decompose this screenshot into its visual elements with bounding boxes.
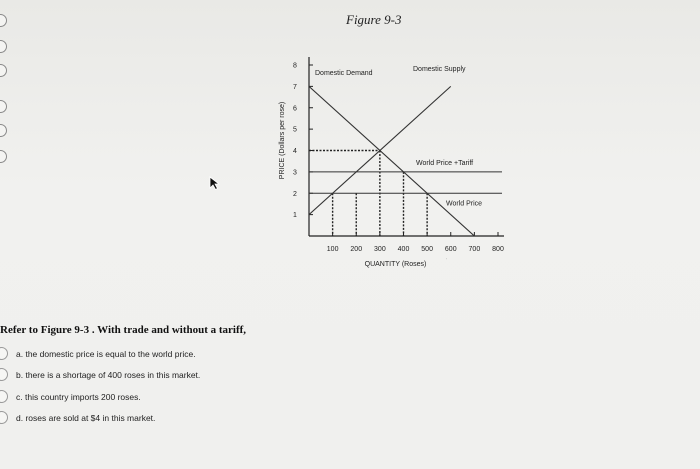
y-tick-label: 3 [293, 169, 297, 177]
figure-title: Figure 9-3 [346, 12, 402, 27]
x-tick-label: 100 [326, 246, 339, 253]
y-tick-label: 6 [293, 105, 297, 113]
option-c[interactable] [0, 389, 141, 405]
previous-question-rail [0, 0, 12, 180]
tariff-price-label: World Price +Tariff [416, 159, 474, 167]
rail-radio-icon[interactable] [0, 14, 7, 27]
option-letter: c. [16, 392, 23, 402]
option-label: this country imports 200 roses. [25, 392, 141, 402]
mouse-cursor-icon [209, 176, 221, 190]
supply-demand-chart [270, 40, 530, 280]
y-tick-label: 1 [293, 212, 297, 220]
option-a[interactable] [0, 346, 196, 362]
y-axis-title: PRICE (Dollars per rose) [279, 101, 286, 180]
option-b[interactable] [0, 367, 200, 383]
option-letter: d. [16, 413, 24, 423]
demand-label: Domestic Demand [315, 70, 373, 77]
question-text [0, 324, 246, 336]
option-letter: b. [16, 370, 24, 380]
x-tick-label: 700 [468, 246, 481, 253]
rail-radio-icon[interactable] [0, 40, 7, 53]
question-suffix: . With trade and without a tariff, [89, 324, 247, 336]
radio-icon[interactable] [0, 368, 8, 381]
y-tick-label: 7 [293, 83, 297, 91]
y-tick-label: 2 [293, 190, 297, 198]
radio-icon[interactable] [0, 411, 8, 424]
supply-label: Domestic Supply [413, 66, 466, 73]
world-price-label: World Price [446, 200, 483, 208]
x-tick-label: 600 [444, 246, 457, 253]
rail-radio-icon[interactable] [0, 100, 7, 113]
option-label: there is a shortage of 400 roses in this market. [25, 370, 201, 380]
radio-icon[interactable] [0, 347, 8, 360]
x-tick-label: 200 [350, 246, 363, 253]
y-tick-label: 5 [293, 126, 297, 134]
option-label: roses are sold at $4 in this market. [25, 413, 156, 423]
x-axis-title: QUANTITY (Roses) [364, 261, 427, 268]
stray-mark: ˙ [445, 259, 448, 266]
y-tick-label: 4 [293, 148, 297, 155]
rail-radio-icon[interactable] [0, 64, 7, 77]
x-tick-label: 500 [421, 246, 433, 253]
rail-radio-icon[interactable] [0, 124, 7, 137]
x-tick-label: 800 [492, 246, 504, 253]
x-tick-label: 400 [397, 246, 410, 253]
radio-icon[interactable] [0, 390, 8, 403]
y-tick-label: 8 [293, 62, 297, 70]
option-d[interactable] [0, 410, 155, 426]
question-figure-ref: Figure 9-3 [40, 324, 90, 336]
question-prefix: Refer to [0, 324, 41, 336]
rail-radio-icon[interactable] [0, 150, 7, 163]
option-letter: a. [16, 349, 24, 359]
x-tick-label: 300 [374, 246, 386, 253]
option-label: the domestic price is equal to the world price. [25, 349, 196, 359]
